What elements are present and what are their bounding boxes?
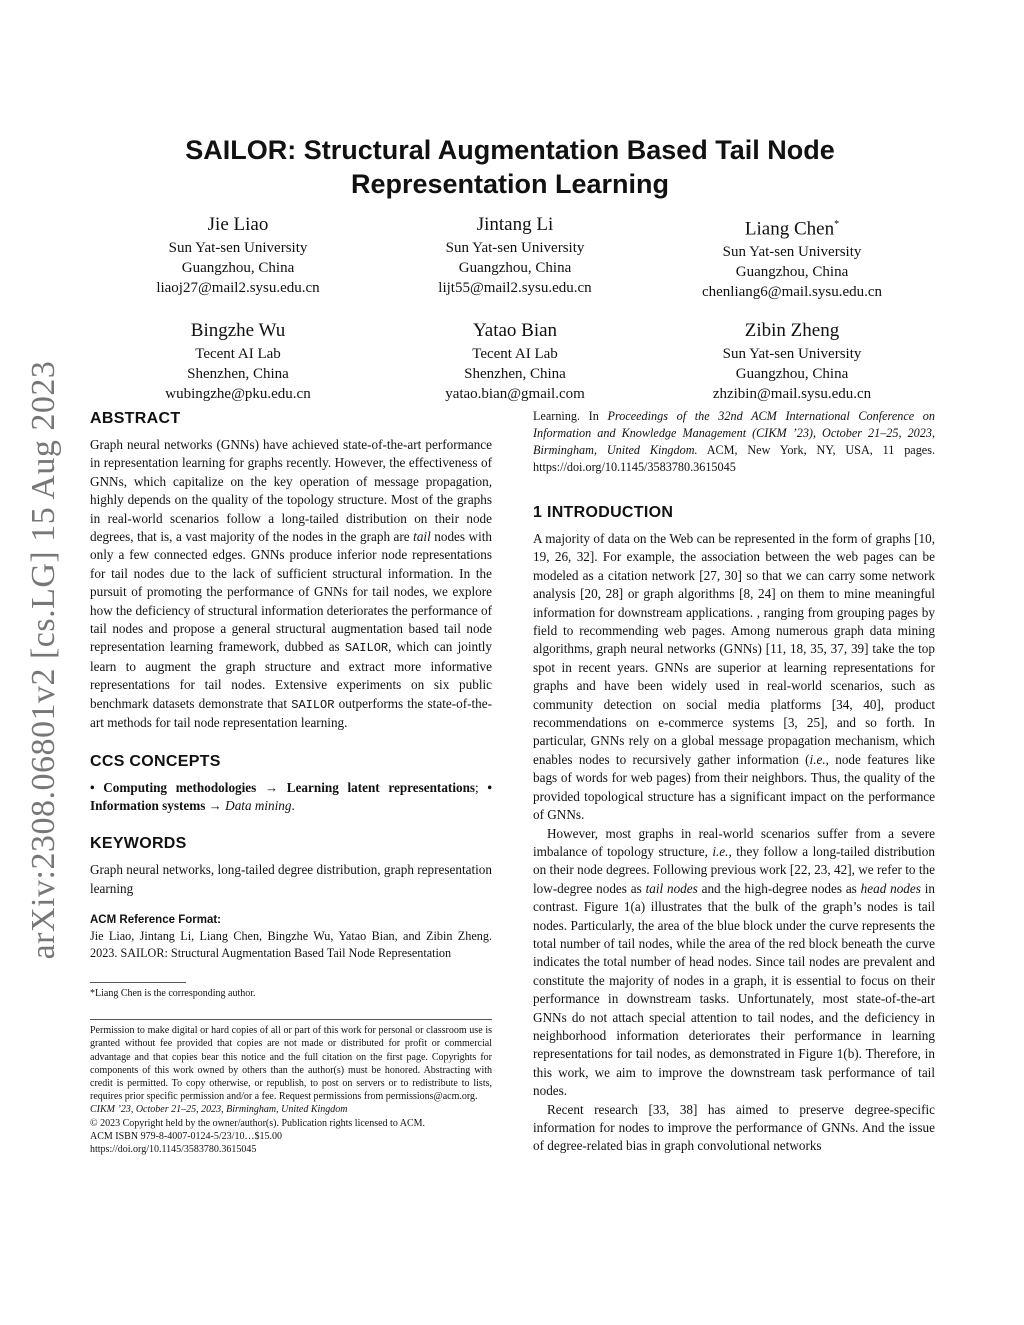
author-card — [377, 318, 653, 404]
author-card — [654, 212, 930, 302]
author-card — [654, 318, 930, 404]
ccs-heading: CCS CONCEPTS — [90, 752, 221, 770]
author-email: chenliang6@mail.sysu.edu.cn — [701, 284, 883, 301]
abstract-part: nodes with only a few connected edges. GNNs produce inferior node representations for tail nodes due to the lack of sufficient structural information. In the pursuit of promoting the performance of GNNs for tail nodes, we explore how the deficiency of structural information deteriorates the performance of tail nodes and propose a general structural augmentation based tail node representation learning framework, dubbed as — [90, 529, 492, 655]
author-affiliation: Tecent AI Lab — [195, 346, 281, 363]
author-city: Guangzhou, China — [458, 260, 572, 276]
intro-emph: i.e. — [712, 843, 729, 859]
author-name: Jintang Li — [476, 214, 554, 235]
ccs-section — [90, 751, 492, 816]
author-city: Shenzhen, China — [464, 366, 566, 383]
author-affiliation: Sun Yat-sen University — [168, 240, 308, 256]
doi-link[interactable]: https://doi.org/10.1145/3583780.3615045 — [90, 1143, 257, 1155]
ccs-concept: • Computing methodologies → Learning latent representations — [90, 779, 476, 795]
paper-title: SAILOR: Structural Augmentation Based Tail Node Representation Learning — [185, 135, 835, 199]
intro-part: , they follow a long-tailed distribution on their node degrees. Following previous work [22, 23, 42], we refer to the low-degree nodes as — [533, 843, 935, 896]
acm-ref-venue: Proceedings of the 32nd ACM International Conference on Information and Knowledge Management (CIKM ’23), October 21–25, 2023, Birmingham, United Kingdom. — [533, 409, 935, 457]
arxiv-id: arXiv:2308.06801v2 [cs.LG] 15 Aug 2023 — [25, 360, 62, 960]
author-email: lijt55@mail2.sysu.edu.cn — [438, 280, 592, 296]
intro-paragraph-1 — [533, 530, 935, 825]
conference-line: CIKM ’23, October 21–25, 2023, Birmingham, United Kingdom — [90, 1104, 348, 1116]
corresponding-mark: * — [834, 219, 840, 230]
author-card — [100, 212, 376, 302]
abstract-part: Graph neural networks (GNNs) have achieved state-of-the-art performance in representation learning for graphs recently. However, the effectiveness of GNNs, which capitalize on the key operation of message propagation, highly depends on the quality of the topology structure. Most of the graphs in real-world scenarios follow a long-tailed distribution on their node degrees, that is, a vast majority of the nodes in the graph are — [90, 437, 492, 545]
keywords-heading: KEYWORDS — [90, 835, 187, 853]
permission-divider — [90, 1019, 492, 1020]
abstract-text — [90, 436, 492, 733]
abstract-heading: ABSTRACT — [90, 410, 181, 427]
author-city: Guangzhou, China — [181, 260, 295, 276]
author-card — [100, 318, 376, 404]
author-row-2 — [100, 318, 930, 404]
author-name-wrap — [654, 212, 930, 242]
author-affiliation: Sun Yat-sen University — [722, 244, 862, 261]
ccs-sep: ; — [475, 779, 488, 795]
intro-part: However, most graphs in real-world scenarios suffer from a severe imbalance of topology structure, — [533, 825, 935, 859]
acm-ref-part: ACM, New York, NY, USA, 11 pages. https://doi.org/10.1145/3583780.3615045 — [533, 443, 935, 474]
method-name: SAILOR — [291, 697, 335, 712]
intro-part: A majority of data on the Web can be represented in the form of graphs [10, 19, 26, 32]. For example, the association between the web pages can be modeled as a citation network [27, 30] so that we can carry some network analysis [20, 28] or graph algorithms [8, 24] on them to mine meaningful information for downstream applications. , ranging from grouping pages by field to recommending web pages. Among numerous graph data mining algorithms, graph neural networks (GNNs) [11, 18, 35, 37, 39] take the top spot in recent years. GNNs are superior at learning representations for graphs and have been widely used in real-world scenarios, such as community detection on social media platforms [34, 40], product recommendations on e-commerce systems [3, 25], and so forth. In particular, GNNs rely on a global message propagation mechanism, which enables nodes to recursively gather information ( — [533, 531, 935, 767]
intro-part: and the high-degree nodes as — [697, 880, 861, 896]
author-card — [377, 212, 653, 302]
author-block — [100, 212, 930, 420]
intro-paragraph-2 — [533, 825, 935, 1101]
author-affiliation: Tecent AI Lab — [472, 346, 558, 363]
intro-emph: head nodes — [860, 880, 921, 896]
author-affiliation: Sun Yat-sen University — [722, 346, 862, 363]
acm-ref-text: Jie Liao, Jintang Li, Liang Chen, Bingzhe Wu, Yatao Bian, and Zibin Zheng. 2023. SAILOR: Structural Augmentation Based Tail Node Representation — [90, 929, 492, 961]
abstract-emph: tail — [413, 529, 431, 545]
copyright-line: © 2023 Copyright held by the owner/author(s). Publication rights licensed to ACM. — [90, 1117, 426, 1129]
intro-part: , node features like bags of words for web pages) from their neighbors. Thus, the quality of the provided topological structure has a significant impact on the performance of GNNs. — [533, 751, 935, 823]
acm-ref-heading: ACM Reference Format: — [90, 914, 221, 927]
intro-emph: tail nodes — [645, 880, 698, 896]
author-affiliation: Sun Yat-sen University — [445, 240, 585, 256]
author-name: Zibin Zheng — [744, 320, 840, 342]
intro-part: in contrast. Figure 1(a) illustrates that the bulk of the graph’s nodes is tail nodes. Particularly, the area of the blue block under the curve represents the total number of tail nodes, while the area of the red block beneath the curve indicates the total number of head nodes. Since tail nodes are prevalent and constitute the majority of nodes in a graph, it is essential to focus on their performance in downstream tasks. Unfortunately, most state-of-the-art GNNs do not attach special attention to tail nodes, and the deficiency in neighborhood information deteriorates their performance in learning representations for tail nodes, as demonstrated in Figure 1(b). Therefore, in this work, we aim to improve the downstream task performance of tail nodes. — [533, 880, 935, 1099]
keywords-text: Graph neural networks, long-tailed degree distribution, graph representation learning — [90, 862, 492, 896]
author-email: liaoj27@mail2.sysu.edu.cn — [156, 280, 320, 296]
intro-paragraph-3: Recent research [33, 38] has aimed to preserve degree-specific information for nodes to improve the performance of GNNs. And the issue of degree-related bias in graph convolutional networks — [533, 1101, 935, 1154]
introduction-heading: 1 INTRODUCTION — [533, 504, 674, 521]
author-email: zhzibin@mail.sysu.edu.cn — [712, 386, 872, 403]
author-name: Yatao Bian — [472, 320, 558, 342]
left-column — [90, 408, 492, 1156]
right-column — [533, 408, 935, 1156]
author-email: yatao.bian@gmail.com — [445, 386, 585, 403]
author-city: Guangzhou, China — [735, 366, 849, 383]
author-email: wubingzhe@pku.edu.cn — [165, 386, 311, 403]
author-row-1 — [100, 212, 930, 302]
keywords-section — [90, 833, 492, 898]
abstract-part: outperforms the state-of-the-art methods for tail node representation learning. — [90, 695, 492, 731]
arxiv-stamp — [14, 350, 74, 970]
footnote-divider — [90, 982, 186, 983]
ccs-concept: • Information systems → — [90, 779, 492, 813]
introduction-section — [533, 502, 935, 1156]
author-city: Guangzhou, China — [735, 264, 849, 281]
author-name: Bingzhe Wu — [190, 320, 286, 342]
author-name: Jie Liao — [207, 214, 269, 235]
author-city: Shenzhen, China — [187, 366, 289, 383]
acm-ref-continued — [533, 408, 935, 476]
acm-ref-part: Learning. In — [533, 409, 608, 423]
ccs-subconcept: Data mining — [221, 797, 292, 813]
isbn-line: ACM ISBN 979-8-4007-0124-5/23/10…$15.00 — [90, 1130, 282, 1142]
footnote-corresponding: *Liang Chen is the corresponding author. — [90, 988, 256, 1000]
ccs-text — [90, 779, 492, 816]
intro-emph: i.e. — [809, 751, 826, 767]
permission-text: Permission to make digital or hard copies of all or part of this work for personal or classroom use is granted without fee provided that copies are not made or distributed for profit or commercial advantage and that copies bear this notice and the full citation on the first page. Copyrights for components of this work owned by others than the author(s) must be honored. Abstracting with credit is permitted. To copy otherwise, or republish, to post on servers or to redistribute to lists, requires prior specific permission and/or a fee. Request permissions from permissions@acm.org. — [90, 1025, 492, 1103]
ccs-end: . — [291, 797, 295, 813]
abstract-part: , which can jointly learn to augment the graph structure and extract more informative representations for tail nodes. Extensive experiments on six public benchmark datasets demonstrate that — [90, 639, 493, 711]
author-name: Liang Chen — [744, 218, 835, 240]
method-name: SAILOR — [344, 641, 389, 656]
